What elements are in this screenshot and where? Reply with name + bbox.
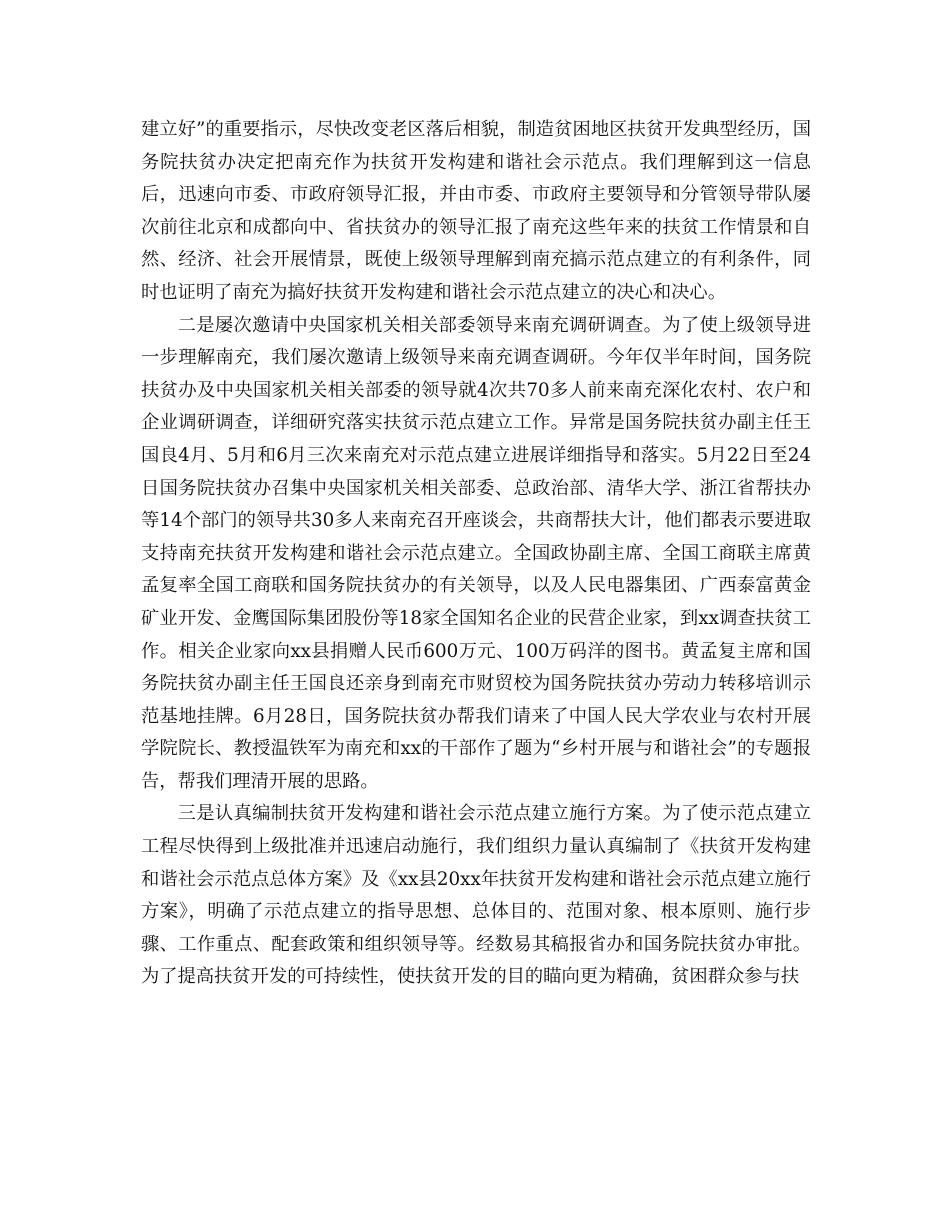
- paragraph-3: 三是认真编制扶贫开发构建和谐社会示范点建立施行方案。为了使示范点建立工程尽快得到上级批准并迅速启动施行，我们组织力量认真编制了《扶贫开发构建和谐社会示范点总体方案》及《xx县20xx年扶贫开发构建和谐社会示范点建立施行方案》，明确了示范点建立的指导思想、总体目的、范围对象、根本原则、施行步骤、工作重点、配套政策和组织领导等。经数易其稿报省办和国务院扶贫办审批。为了提高扶贫开发的可持续性，使扶贫开发的目的瞄向更为精确，贫困群众参与扶: [141, 803, 811, 988]
- paragraph-2: 二是屡次邀请中央国家机关相关部委领导来南充调研调查。为了使上级领导进一步理解南充，我们屡次邀请上级领导来南充调查调研。今年仅半年时间，国务院扶贫办及中央国家机关相关部委的领导就4次共70多人前来南充深化农村、农户和企业调研调查，详细研究落实扶贫示范点建立工作。异常是国务院扶贫办副主任王国良4月、5月和6月三次来南充对示范点建立进展详细指导和落实。5月22日至24日国务院扶贫办召集中央国家机关相关部委、总政治部、清华大学、浙江省帮扶办等14个部门的领导共30多人来南充召开座谈会，共商帮扶大计，他们都表示要进取支持南充扶贫开发构建和谐社会示范点建立。全国政协副主席、全国工商联主席黄孟复率全国工商联和国务院扶贫办的有关领导，以及人民电器集团、广西泰富黄金矿业开发、金鹰国际集团股份等18家全国知名企业的民营企业家，到xx调查扶贫工作。相关企业家向xx县捐赠人民币600万元、100万码洋的图书。黄孟复主席和国务院扶贫办副主任王国良还亲身到南充市财贸校为国务院扶贫办劳动力转移培训示范基地挂牌。6月28日，国务院扶贫办帮我们请来了中国人民大学农业与农村开展学院院长、教授温铁军为南充和xx的干部作了题为“乡村开展与和谐社会”的专题报告，帮我们理清开展的思路。: [141, 314, 811, 792]
- document-body: [141, 114, 811, 994]
- paragraph-1: 建立好”的重要指示，尽快改变老区落后相貌，制造贫困地区扶贫开发典型经历，国务院扶贫办决定把南充作为扶贫开发构建和谐社会示范点。我们理解到这一信息后，迅速向市委、市政府领导汇报，并由市委、市政府主要领导和分管领导带队屡次前往北京和成都向中、省扶贫办的领导汇报了南充这些年来的扶贫工作情景和自然、经济、社会开展情景，既使上级领导理解到南充搞示范点建立的有利条件，同时也证明了南充为搞好扶贫开发构建和谐社会示范点建立的决心和决心。: [141, 119, 811, 303]
